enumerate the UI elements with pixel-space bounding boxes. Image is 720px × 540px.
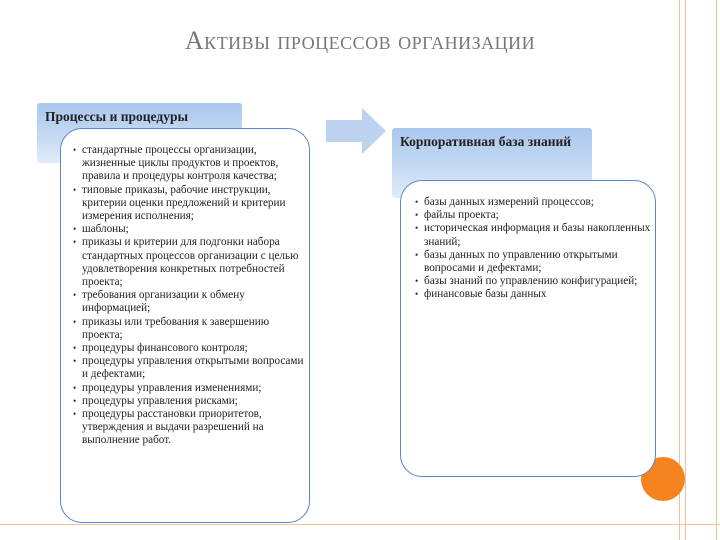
list-item: • базы данных измерений процессов; [415, 196, 651, 209]
decorative-frame-right [679, 0, 720, 540]
list-item: • стандартные процессы организации, жизненные циклы продуктов и проектов, правила и процедуры контроля качества; [73, 144, 305, 184]
left-panel-list [60, 128, 310, 523]
list-item: • требования организации к обмену информацией; [73, 289, 305, 315]
left-panel-header: Процессы и процедуры [37, 103, 242, 163]
list-item: • шаблоны; [73, 223, 305, 236]
list-item: • финансовые базы данных [415, 288, 651, 301]
decorative-frame-bottom [0, 524, 720, 525]
list-item: • процедуры финансового контроля; [73, 342, 305, 355]
arrow-right-icon [326, 108, 388, 154]
list-item: • приказы или требования к завершению проекта; [73, 316, 305, 342]
list-item: • типовые приказы, рабочие инструкции, критерии оценки предложений и критерии измерения исполнения; [73, 184, 305, 224]
left-items-list [73, 144, 305, 448]
list-item: • приказы и критерии для подгонки набора стандартных процессов организации с целью удовлетворения конкретных потребностей проекта; [73, 236, 305, 289]
right-panel-list [400, 180, 656, 477]
list-item: • процедуры управления изменениями; [73, 382, 305, 395]
list-item: • процедуры расстановки приоритетов, утверждения и выдачи разрешений на выполнение работ. [73, 408, 305, 448]
right-items-list [415, 196, 651, 302]
list-item: • базы знаний по управлению конфигурацией; [415, 275, 651, 288]
right-panel-header: Корпоративная база знаний [392, 128, 592, 198]
list-item: • историческая информация и базы накопленных знаний; [415, 222, 651, 248]
list-item: • процедуры управления рисками; [73, 395, 305, 408]
list-item: • файлы проекта; [415, 209, 651, 222]
list-item: • процедуры управления открытыми вопросами и дефектами; [73, 355, 305, 381]
slide-title: Активы процессов организации [184, 26, 536, 55]
list-item: • базы данных по управлению открытыми вопросами и дефектами; [415, 249, 651, 275]
